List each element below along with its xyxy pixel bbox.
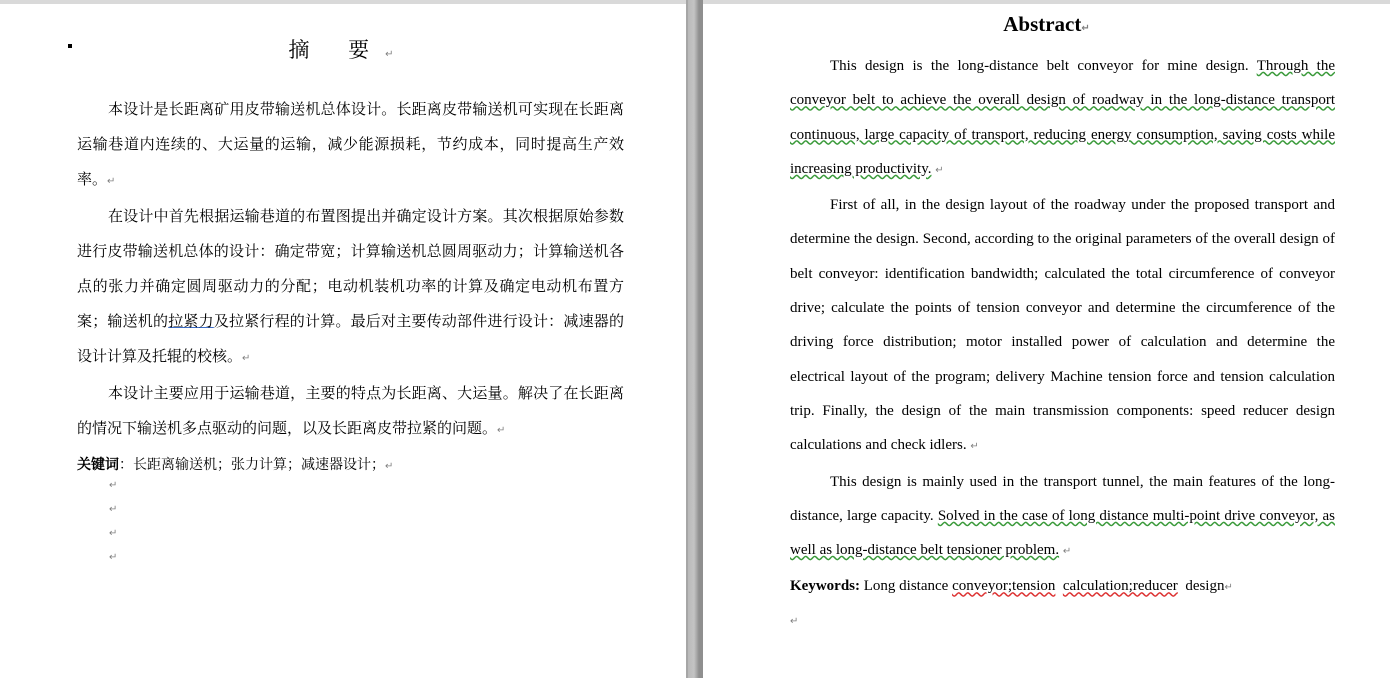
underlined-term: 拉紧力	[168, 312, 214, 330]
paragraph-mark-icon: ↵	[109, 480, 118, 491]
page-gutter	[686, 0, 703, 678]
paragraph-mark-icon: ↵	[385, 49, 410, 60]
empty-paragraph	[790, 606, 1335, 634]
keywords-label: Keywords:	[790, 578, 860, 595]
paragraph-mark-icon: ↵	[935, 164, 944, 176]
page-title	[0, 34, 686, 64]
title-text: Abstract	[1003, 12, 1082, 36]
keywords-label: 关键词	[77, 457, 119, 473]
paragraph-mark-icon: ↵	[1081, 23, 1090, 34]
paragraph-mark-icon: ↵	[107, 176, 116, 187]
empty-paragraphs	[109, 474, 117, 570]
keywords-text: ：长距离输送机；张力计算；减速器设计；	[119, 457, 385, 473]
spelling-flagged-text: calculation;reducer	[1062, 578, 1178, 595]
spelling-flagged-text: conveyor;tension	[952, 578, 1056, 595]
paragraph-mark-icon: ↵	[497, 425, 506, 436]
left-page	[0, 0, 686, 678]
grammar-flagged-text: Solved in the case of long distance multi-point drive conveyor, as well as long-distance belt tensioner problem.	[790, 507, 1335, 559]
paragraph-mark-icon: ↵	[109, 504, 118, 515]
paragraph-mark-icon: ↵	[1224, 582, 1233, 594]
paragraph-mark-icon: ↵	[790, 615, 799, 627]
paragraph-mark-icon: ↵	[385, 461, 394, 472]
paragraph: This design is mainly used in the transport tunnel, the main features of the long-distance, large capacity. Solved in the case of long distance multi-point drive conveyor, as well as long-distance belt tensioner problem. ↵	[790, 473, 1335, 559]
paragraph-mark-icon: ↵	[109, 528, 118, 539]
paragraph: 本设计是长距离矿用皮带输送机总体设计。长距离皮带输送机可实现在长距离运输巷道内连续的、大运量的运输，减少能源损耗，节约成本，同时提高生产效率。↵	[77, 100, 624, 188]
keywords-line	[77, 448, 624, 484]
paragraph: This design is the long-distance belt conveyor for mine design. Through the conveyor belt to achieve the overall design of roadway in the long-distance transport continuous, large capacity of transport, reducing energy consumption, saving costs while increasing productivity. ↵	[790, 58, 1335, 177]
paragraph-mark-icon: ↵	[242, 353, 251, 364]
chinese-abstract-body	[77, 92, 624, 484]
paragraph: 在设计中首先根据运输巷道的布置图提出并确定设计方案。其次根据原始参数进行皮带输送机总体的设计：确定带宽；计算输送机总圆周驱动力；计算输送机各点的张力并确定圆周驱动力的分配；电动机装机功率的计算及确定电动机布置方案；输送机的拉紧力及拉紧行程的计算。最后对主要传动部件进行设计：减速器的设计计算及托辊的校核。↵	[77, 207, 624, 365]
title-text: 摘 要	[288, 38, 386, 62]
grammar-flagged-text: Through the conveyor belt to achieve the overall design of roadway in the long-distance transport continuous, large capacity of transport, reducing energy consumption, saving costs while increasing productivity.	[790, 58, 1335, 177]
paragraph-mark-icon: ↵	[1062, 546, 1072, 558]
paragraph: First of all, in the design layout of the roadway under the proposed transport and determine the design. Second, according to the original parameters of the overall design of belt conveyor: identification bandwidth; calculated the total circumference of conveyor drive; calculate the points of tension conveyor and determine the circumference of the driving force distribution; motor installed power of calculation and determine the electrical layout of the program; delivery Machine tension force and tension calculation trip. Finally, the design of the main transmission components: speed reducer design calculations and check idlers. ↵	[790, 197, 1335, 454]
right-page	[703, 0, 1390, 678]
keywords-line: Keywords: Long distance conveyor;tension calculation;reducer design↵	[790, 578, 1233, 595]
english-abstract-body	[790, 49, 1335, 634]
paragraph-mark-icon: ↵	[970, 441, 979, 453]
page-title	[703, 12, 1390, 37]
paragraph: 本设计主要应用于运输巷道，主要的特点为长距离、大运量。解决了在长距离的情况下输送机多点驱动的问题，以及长距离皮带拉紧的问题。↵	[77, 384, 624, 437]
paragraph-mark-icon: ↵	[109, 552, 118, 563]
